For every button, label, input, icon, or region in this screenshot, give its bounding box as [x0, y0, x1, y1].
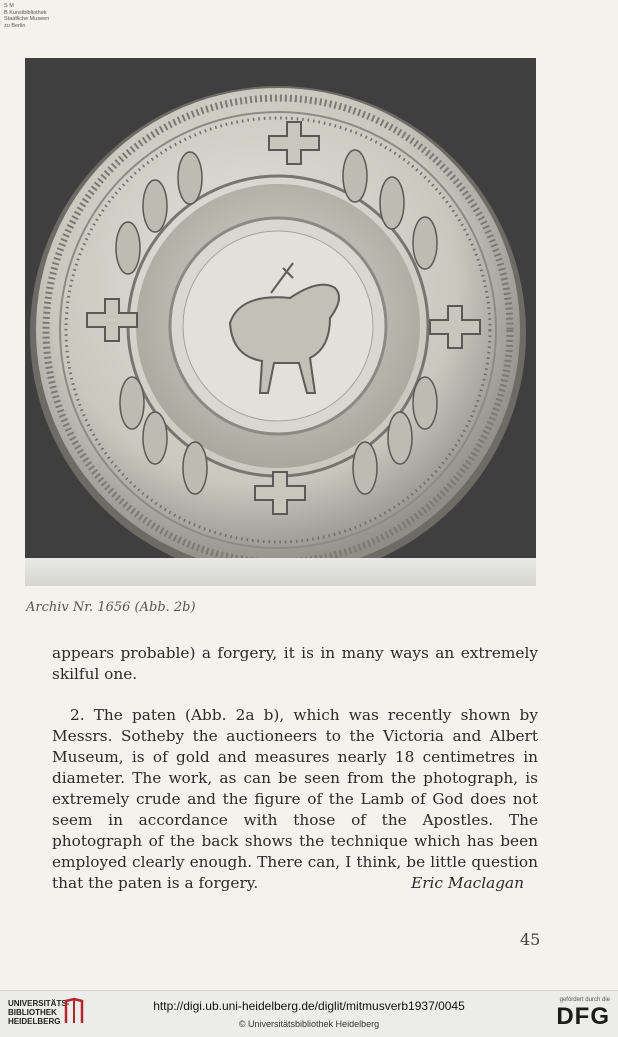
paten-photo-icon	[25, 58, 536, 586]
stamp-line: Staatliche Museen	[4, 16, 50, 22]
paragraph-2-text: 2. The paten (Abb. 2a b), which was recently shown by Messrs. Sotheby the auctioneers to the Victoria and Albert Museum, is of gold and measures nearly 18 centimetres in diameter. The work, as can be seen from the photograph, is extremely crude and the figure of the Lamb of God does not seem in accordance with those of the Apostles. The photograph of the back shows the technique which has been employed clearly enough. There can, I think, be little question that the paten is a forgery.	[52, 706, 538, 892]
paragraph-2	[52, 705, 538, 894]
stamp-line: zu Berlin	[4, 22, 26, 29]
viewer-footer	[0, 990, 618, 1037]
photo-tabletop	[25, 558, 536, 586]
library-stamp	[4, 3, 49, 29]
logo-line: BIBLIOTHEK	[8, 1008, 57, 1017]
figure-caption: Archiv Nr. 1656 (Abb. 2b)	[26, 600, 196, 615]
paragraph-1: appears probable) a forgery, it is in many ways an extremely skilful one.	[52, 644, 538, 683]
funding-note: gefördert durch die	[559, 997, 610, 1003]
permalink-url[interactable]: http://digi.ub.uni-heidelberg.de/diglit/mitmusverb1937/0045	[153, 999, 465, 1013]
page-number: 45	[520, 930, 541, 949]
stamp-line: B Kunstbibliothek	[4, 9, 47, 16]
copyright-notice: © Universitätsbibliothek Heidelberg	[238, 1019, 380, 1029]
logo-line: UNIVERSITÄTS-	[8, 999, 70, 1008]
dfg-logo[interactable]: DFG	[556, 1003, 610, 1030]
stamp-line: S M	[4, 3, 14, 9]
logo-line: HEIDELBERG	[8, 1017, 61, 1026]
author-signature: Eric Maclagan	[411, 874, 524, 892]
paten-photograph	[25, 58, 536, 586]
